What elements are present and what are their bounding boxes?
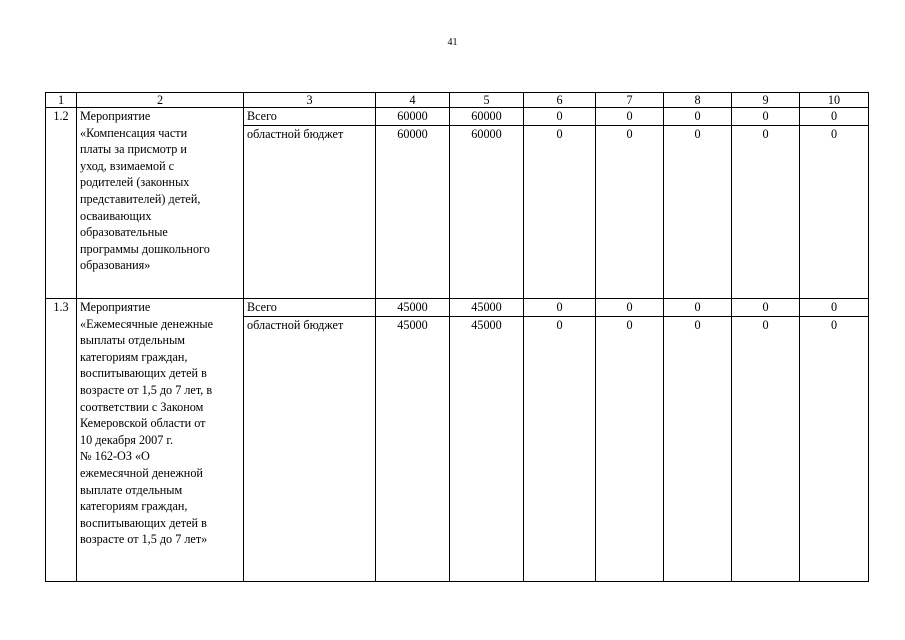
page-number: 41	[447, 37, 458, 48]
column-number-row	[46, 93, 869, 108]
value-cell: 0	[800, 125, 869, 298]
value-cell: 0	[664, 108, 732, 126]
description-line: № 162-ОЗ «О	[80, 449, 150, 464]
description-line: родителей (законных	[80, 175, 190, 190]
description-line: осваивающих	[80, 208, 152, 223]
description-line: образования»	[80, 258, 151, 273]
measure-description	[77, 108, 244, 299]
description-line: воспитывающих детей в	[80, 515, 207, 530]
value-cell: 0	[524, 125, 596, 298]
column-header: 9	[732, 93, 800, 108]
description-line: 10 декабря 2007 г.	[80, 432, 174, 447]
column-header: 8	[664, 93, 732, 108]
value-cell: 0	[732, 125, 800, 298]
description-line: программы дошкольного	[80, 241, 210, 256]
description-line: возрасте от 1,5 до 7 лет»	[80, 532, 208, 547]
value-cell: 0	[524, 299, 596, 317]
column-header: 5	[450, 93, 524, 108]
value-cell: 0	[664, 299, 732, 317]
value-cell: 0	[524, 316, 596, 581]
value-cell: 60000	[450, 108, 524, 126]
funding-source: областной бюджет	[244, 316, 376, 581]
value-cell: 0	[664, 125, 732, 298]
description-line: уход, взимаемой с	[80, 158, 175, 173]
column-header: 7	[596, 93, 664, 108]
value-cell: 0	[664, 316, 732, 581]
description-line: платы за присмотр и	[80, 142, 187, 157]
column-header: 1	[46, 93, 77, 108]
column-header: 10	[800, 93, 869, 108]
description-line: соответствии с Законом	[80, 399, 204, 414]
value-cell: 0	[596, 108, 664, 126]
value-cell: 0	[732, 299, 800, 317]
description-line: ежемесячной денежной	[80, 465, 203, 480]
value-cell: 0	[800, 316, 869, 581]
value-cell: 45000	[450, 299, 524, 317]
description-line: Кемеровской области от	[80, 416, 206, 431]
value-cell: 0	[800, 299, 869, 317]
value-cell: 0	[524, 108, 596, 126]
description-line: воспитывающих детей в	[80, 366, 207, 381]
description-line: «Ежемесячные денежные	[80, 316, 214, 331]
row-number: 1.3	[46, 299, 77, 582]
description-line: выплате отдельным	[80, 482, 183, 497]
description-line: Мероприятие	[80, 300, 151, 314]
column-header: 3	[244, 93, 376, 108]
value-cell: 0	[596, 125, 664, 298]
measure-description	[77, 299, 244, 582]
description-line: возрасте от 1,5 до 7 лет, в	[80, 382, 213, 397]
value-cell: 0	[596, 299, 664, 317]
row-number: 1.2	[46, 108, 77, 299]
value-cell: 45000	[376, 316, 450, 581]
description-line: категориям граждан,	[80, 349, 188, 364]
value-cell: 0	[732, 316, 800, 581]
funding-source: Всего	[244, 108, 376, 126]
value-cell: 60000	[376, 108, 450, 126]
table-row	[46, 299, 869, 317]
value-cell: 0	[596, 316, 664, 581]
funding-source: Всего	[244, 299, 376, 317]
column-header: 2	[77, 93, 244, 108]
column-header: 6	[524, 93, 596, 108]
description-line: Мероприятие	[80, 109, 151, 123]
description-line: представителей) детей,	[80, 191, 201, 206]
description-line: «Компенсация части	[80, 125, 188, 140]
value-cell: 0	[732, 108, 800, 126]
description-line: выплаты отдельным	[80, 333, 185, 348]
table-row	[46, 108, 869, 126]
value-cell: 0	[800, 108, 869, 126]
description-line: категориям граждан,	[80, 499, 188, 514]
funding-source: областной бюджет	[244, 125, 376, 298]
value-cell: 45000	[450, 316, 524, 581]
value-cell: 60000	[450, 125, 524, 298]
value-cell: 60000	[376, 125, 450, 298]
column-header: 4	[376, 93, 450, 108]
value-cell: 45000	[376, 299, 450, 317]
budget-table	[45, 92, 869, 582]
description-line: образовательные	[80, 225, 168, 240]
